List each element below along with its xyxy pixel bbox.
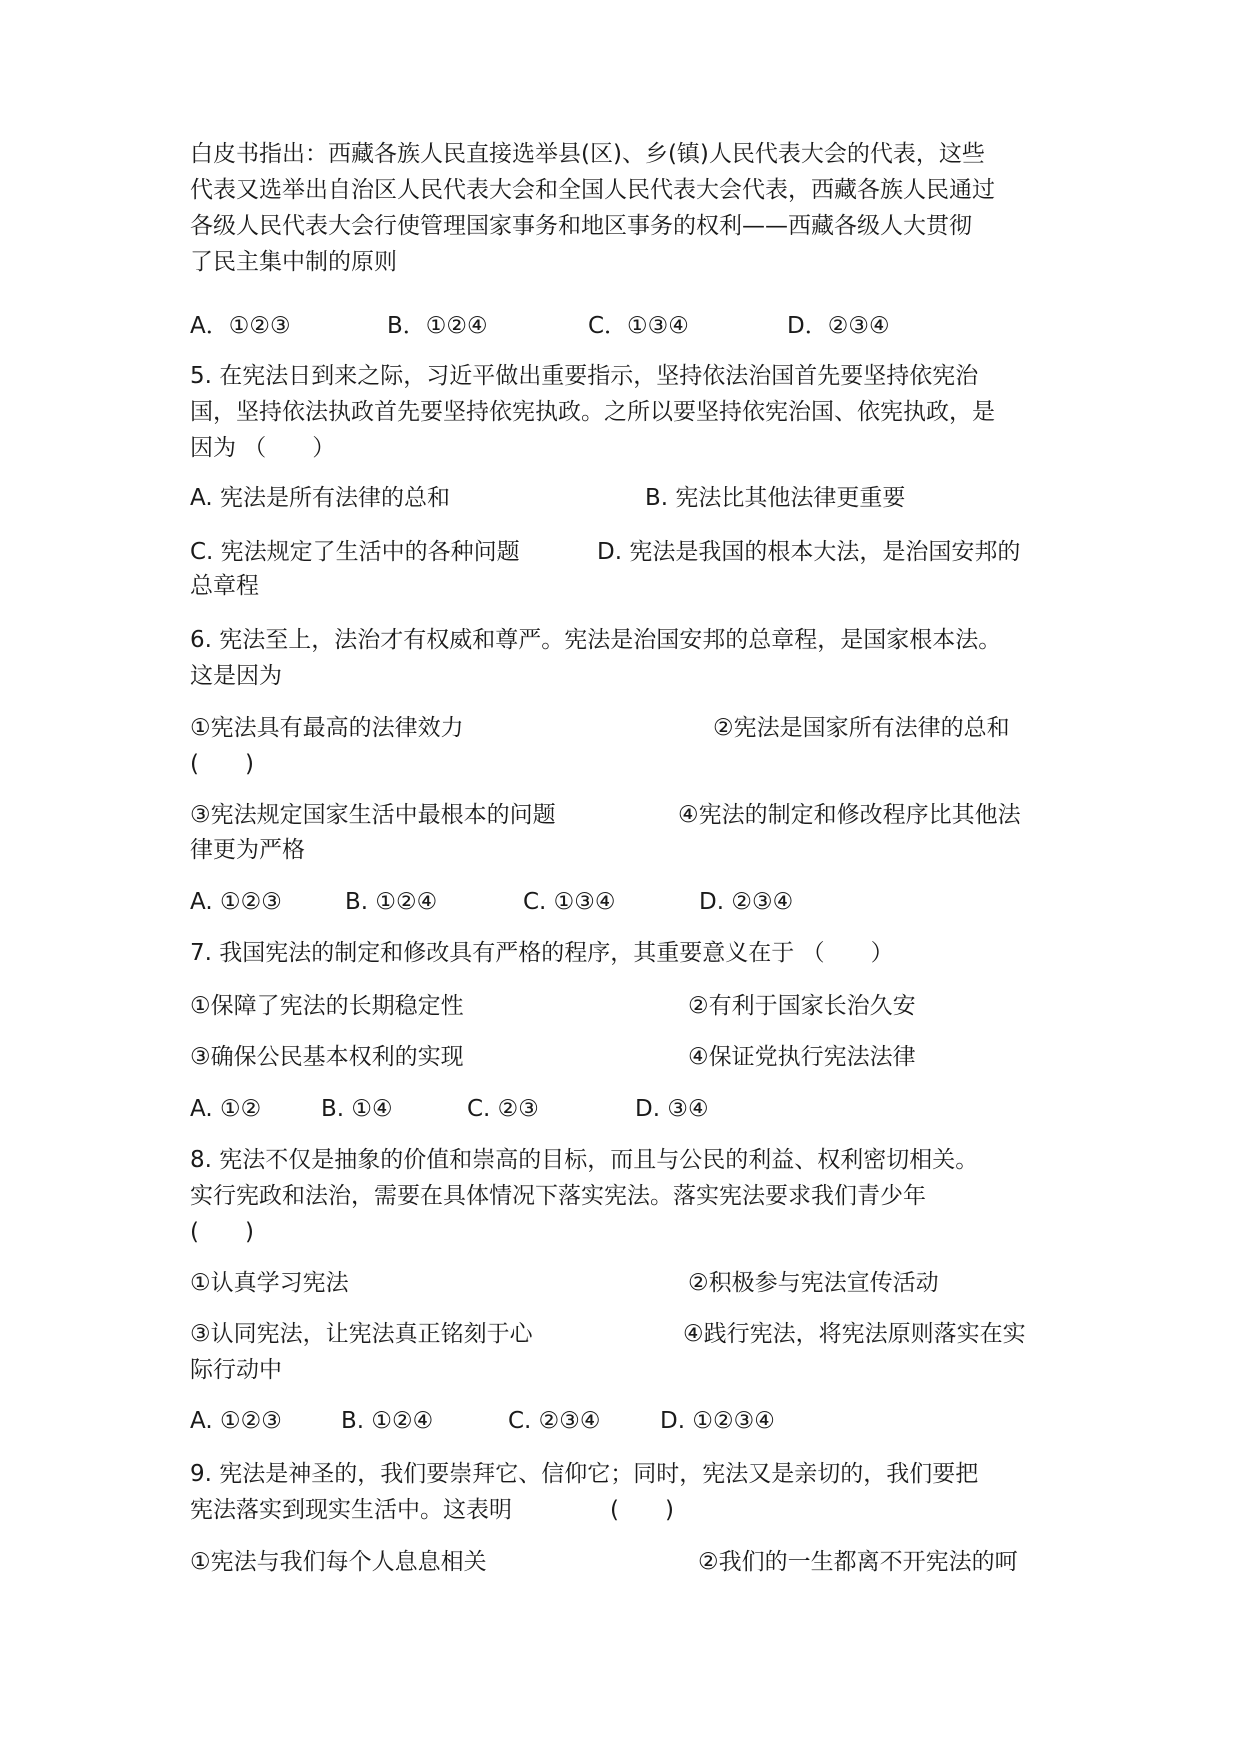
item-3: ③确保公民基本权利的实现 [190,1044,464,1070]
q8-options [190,1403,1060,1439]
q5-options-row1 [190,480,1060,516]
option-b: B. 宪法比其他法律更重要 [645,485,906,511]
item-2: ②积极参与宪法宣传活动 [688,1270,939,1296]
text-line: 白皮书指出：西藏各族人民直接选举县(区)、乡(镇)人民代表大会的代表，这些 [190,141,985,167]
text-line: 各级人民代表大会行使管理国家事务和地区事务的权利——西藏各级人大贯彻 [190,213,972,239]
item-1: ①宪法具有最高的法律效力 [190,715,464,741]
item-3: ③认同宪法，让宪法真正铭刻于心 [190,1321,533,1347]
option-d-continued: 总章程 [190,573,259,599]
option-c: C. 宪法规定了生活中的各种问题 [190,539,520,565]
option-d: D. ①②③④ [660,1408,775,1434]
option-c: C．①③④ [588,313,689,339]
item-1: ①认真学习宪法 [190,1270,349,1296]
option-a: A. 宪法是所有法律的总和 [190,485,450,511]
q8-stem [190,1142,1060,1250]
text-line: 6. 宪法至上，法治才有权威和尊严。宪法是治国安邦的总章程，是国家根本法。 [190,627,1002,653]
question-stem: 7. 我国宪法的制定和修改具有严格的程序，其重要意义在于 （ ） [190,940,894,966]
q5-option-d-continued [190,568,1060,604]
option-b: B．①②④ [387,313,488,339]
item-1: ①保障了宪法的长期稳定性 [190,993,464,1019]
q8-items-row2 [190,1316,1060,1352]
text-line: 了民主集中制的原则 [190,249,397,275]
option-b: B. ①②④ [345,889,438,915]
text-line: 国，坚持依法执政首先要坚持依宪执政。之所以要坚持依宪治国、依宪执政，是 [190,399,995,425]
q7-stem [190,935,1060,971]
text-line: ( ) [190,1219,254,1245]
item-2: ②宪法是国家所有法律的总和 [713,715,1010,741]
option-d: D. ②③④ [699,889,794,915]
option-c: C. ①③④ [523,889,616,915]
option-a: A．①②③ [190,313,291,339]
text-line: 实行宪政和法治，需要在具体情况下落实宪法。落实宪法要求我们青少年 [190,1183,926,1209]
answer-paren: ( ) [190,751,254,777]
q6-item4-continued [190,832,1060,868]
item-4-continued: 律更为严格 [190,837,305,863]
text-line: 这是因为 [190,663,282,689]
answer-paren: ( ) [610,1497,674,1523]
item-2: ②我们的一生都离不开宪法的呵 [698,1549,1018,1575]
text-line: 5. 在宪法日到来之际，习近平做出重要指示，坚持依法治国首先要坚持依宪治 [190,363,979,389]
option-d: D．②③④ [787,313,890,339]
option-c: C. ②③④ [508,1408,601,1434]
text-line: 9. 宪法是神圣的，我们要崇拜它、信仰它；同时，宪法又是亲切的，我们要把 [190,1461,979,1487]
item-2: ②有利于国家长治久安 [688,993,916,1019]
option-c: C. ②③ [467,1096,539,1122]
q9-items-row1 [190,1544,1060,1580]
option-a: A. ①②③ [190,1408,282,1434]
text-line: 8. 宪法不仅是抽象的价值和崇高的目标，而且与公民的利益、权利密切相关。 [190,1147,979,1173]
q6-stem [190,622,1060,694]
option-b: B. ①④ [321,1096,393,1122]
option-d: D. ③④ [635,1096,709,1122]
item-1: ①宪法与我们每个人息息相关 [190,1549,487,1575]
q6-items-row2 [190,797,1060,833]
q8-item4-continued [190,1352,1060,1388]
q4-stem-tail [190,136,1060,280]
q5-options-row2 [190,534,1060,570]
option-d: D. 宪法是我国的根本大法，是治国安邦的 [597,539,1021,565]
q6-items-row1 [190,710,1060,746]
item-4: ④保证党执行宪法法律 [688,1044,916,1070]
q8-items-row1 [190,1265,1060,1301]
q5-stem [190,358,1060,466]
q4-options [190,308,1060,344]
text-line: 宪法落实到现实生活中。这表明 [190,1497,512,1523]
q7-items-row2 [190,1039,1060,1075]
q9-answer-paren-row [190,1492,1060,1528]
item-4: ④宪法的制定和修改程序比其他法 [678,802,1021,828]
option-b: B. ①②④ [341,1408,434,1434]
item-3: ③宪法规定国家生活中最根本的问题 [190,802,556,828]
q6-answer-paren [190,746,1060,782]
q7-options [190,1091,1060,1127]
option-a: A. ①② [190,1096,262,1122]
q6-options [190,884,1060,920]
q7-items-row1 [190,988,1060,1024]
text-line: 因为 （ ） [190,435,336,461]
item-4: ④践行宪法，将宪法原则落实在实 [683,1321,1026,1347]
option-a: A. ①②③ [190,889,282,915]
item-4-continued: 际行动中 [190,1357,282,1383]
text-line: 代表又选举出自治区人民代表大会和全国人民代表大会代表，西藏各族人民通过 [190,177,995,203]
